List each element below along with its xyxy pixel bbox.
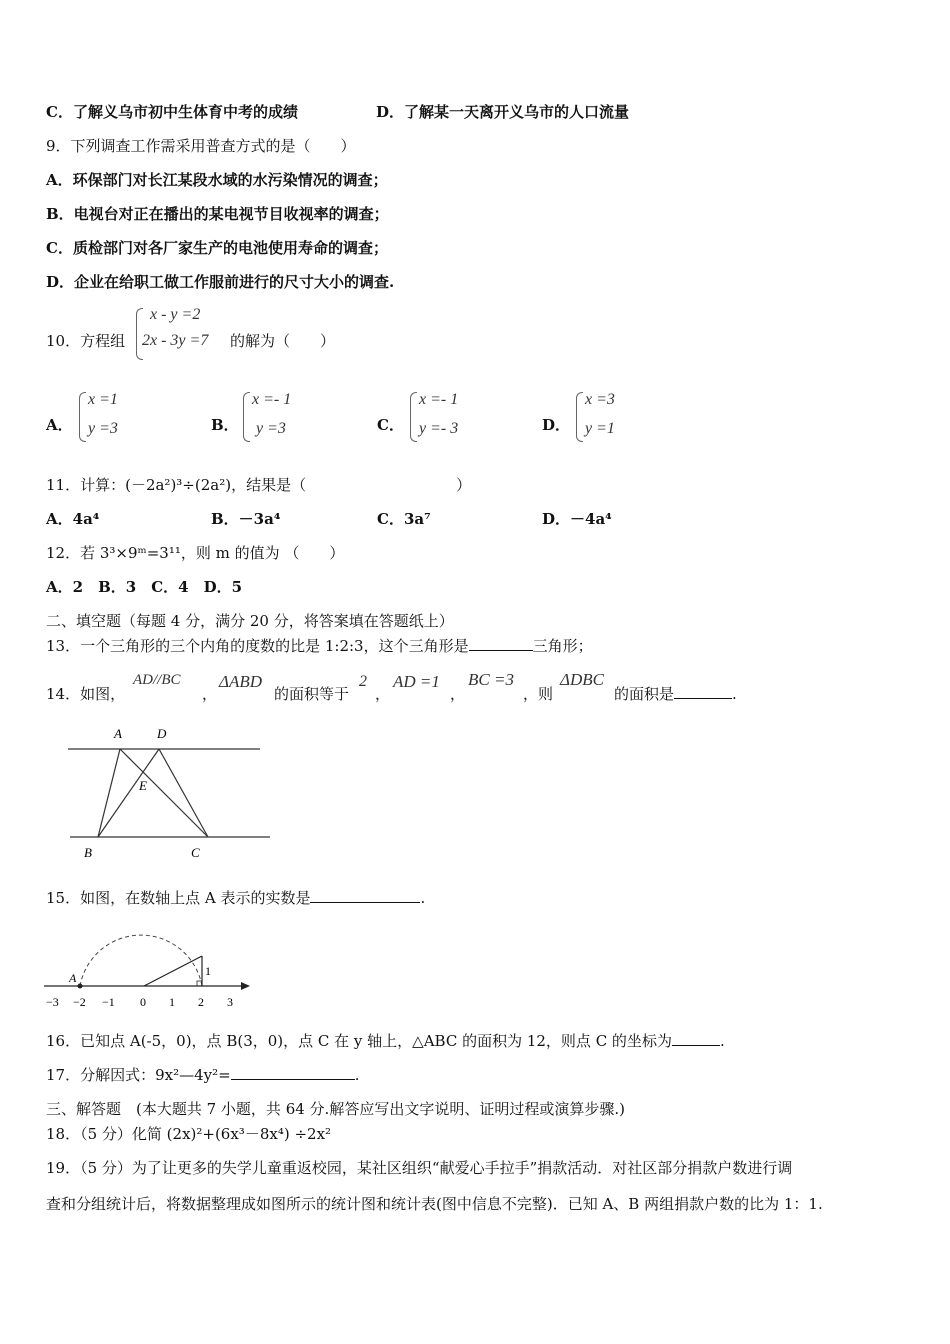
q10-option-b-x: x =- 1: [252, 391, 292, 408]
q19-line-1: 19．（5 分）为了让更多的失学儿童重返校园，某社区组织“献爱心手拉手”捐款活动．对社区部分捐款户数进行调: [46, 1159, 793, 1177]
q16-text: [46, 1031, 725, 1051]
q14-bc-length: BC =3: [468, 670, 514, 689]
q9-option-c: C．质检部门对各厂家生产的电池使用寿命的调查；: [46, 239, 388, 257]
q14-triangle-abd: ΔABD: [219, 672, 263, 691]
q10-option-c-brace: [410, 392, 417, 442]
q10-option-b-label: B．: [211, 416, 239, 434]
q9-option-b: B．电视台对正在播出的某电视节目收视率的调查；: [46, 205, 389, 223]
q19-line-2: 查和分组统计后，将数据整理成如图所示的统计图和统计表(图中信息不完整)．已知 A、B 两组捐款户数的比为 1：1.: [46, 1195, 823, 1213]
point-a: [78, 984, 83, 989]
q17-answer-blank: [231, 1065, 355, 1080]
q17-text: [46, 1065, 359, 1085]
tick-label-1: 1: [169, 995, 175, 1009]
q14-answer-blank: [674, 684, 732, 699]
tick-label-n2: −2: [73, 995, 86, 1009]
q15-end: .: [420, 889, 426, 907]
q15-number-line-figure: [40, 920, 255, 1010]
q10-option-d-y: y =1: [585, 420, 615, 437]
q14-question-text: 的面积是: [614, 685, 675, 703]
axis-arrow: [241, 982, 250, 990]
section-2-heading: 二、填空题（每题 4 分，满分 20 分，将答案填在答题纸上）: [46, 612, 454, 630]
q14-end: .: [732, 685, 737, 703]
segment-db: [98, 749, 159, 837]
q10-option-c-y: y =- 3: [419, 420, 459, 437]
q8-option-d: D．了解某一天离开义乌市的人口流量: [376, 103, 630, 121]
q14-sep-3: ，: [450, 685, 466, 703]
q12-stem: 12．若 3³×9ᵐ=3¹¹，则 m 的值为 （ ）: [46, 544, 345, 562]
q11-option-b: B．－3a⁴: [211, 510, 281, 528]
q10-option-b-y: y =3: [256, 420, 286, 437]
q16-stem: 16．已知点 A(-5，0)，点 B(3，0)，点 C 在 y 轴上，△ABC 的面积为 12，则点 C 的坐标为: [46, 1032, 672, 1050]
q10-option-a-y: y =3: [88, 420, 118, 437]
tick-label-2: 2: [198, 995, 204, 1009]
segment-dc: [159, 749, 208, 837]
q14-text-then: ，则: [523, 685, 554, 703]
tick-label-3: 3: [227, 995, 233, 1009]
q17-end: .: [354, 1066, 360, 1084]
q14-triangle-dbc: ΔDBC: [560, 670, 604, 689]
q14-question: [614, 684, 737, 704]
q13-end: 三角形；: [532, 637, 593, 655]
q10-option-d-brace: [576, 392, 583, 442]
q13-answer-blank: [469, 636, 533, 651]
compass-arc: [80, 935, 202, 986]
q14-sep-2: ，: [375, 685, 391, 703]
q15-text: [46, 888, 425, 908]
q8-option-c: C．了解义乌市初中生体育中考的成绩: [46, 103, 298, 121]
q13-text: [46, 636, 593, 656]
segment-ab: [98, 749, 120, 837]
q14-prefix: 14．如图，: [46, 685, 126, 703]
q11-option-a: A．4a⁴: [46, 510, 100, 528]
q9-option-d: D．企业在给职工做工作服前进行的尺寸大小的调查.: [46, 273, 395, 291]
q11-stem: 11．计算：(－2a²)³÷(2a²)，结果是（ ）: [46, 476, 472, 494]
q14-condition-parallel: AD//BC: [133, 672, 181, 688]
q11-option-c: C．3a⁷: [377, 510, 431, 528]
q10-option-a-brace: [79, 392, 86, 442]
q14-sep-1: ，: [202, 685, 218, 703]
tick-label-n1: −1: [102, 995, 115, 1009]
q10-suffix: 的解为（ ）: [230, 332, 336, 350]
q9-stem: 9．下列调查工作需采用普查方式的是（ ）: [46, 137, 356, 155]
height-label: 1: [205, 964, 211, 978]
tick-label-0: 0: [140, 995, 146, 1009]
q10-eq1: x - y =2: [150, 306, 201, 323]
q10-option-d-label: D．: [542, 416, 571, 434]
label-e: E: [139, 778, 147, 793]
label-a: A: [114, 726, 122, 741]
q18-text: 18．（5 分）化简 (2x)²+(6x³－8x⁴) ÷2x²: [46, 1125, 332, 1143]
label-b: B: [84, 845, 92, 860]
q15-stem: 15．如图，在数轴上点 A 表示的实数是: [46, 889, 311, 907]
q10-option-c-x: x =- 1: [419, 391, 459, 408]
q10-option-d-x: x =3: [585, 391, 615, 408]
label-d: D: [157, 726, 167, 741]
q10-prefix: 10．方程组: [46, 332, 126, 350]
q13-stem: 13．一个三角形的三个内角的度数的比是 1:2:3，这个三角形是: [46, 637, 469, 655]
q10-option-a-x: x =1: [88, 391, 118, 408]
q14-ad-length: AD =1: [393, 672, 440, 691]
q9-option-a: A．环保部门对长江某段水域的水污染情况的调查；: [46, 171, 388, 189]
segment-ac: [120, 749, 208, 837]
q14-figure: [60, 722, 275, 864]
q14-area-value: 2: [359, 673, 367, 690]
q10-option-c-label: C．: [377, 416, 404, 434]
q10-option-b-brace: [243, 392, 250, 442]
label-c: C: [191, 845, 200, 860]
q17-stem: 17．分解因式：9x²—4y²=: [46, 1066, 231, 1084]
section-3-heading: 三、解答题 (本大题共 7 小题，共 64 分.解答应写出文字说明、证明过程或演算步骤.): [46, 1100, 625, 1118]
tick-label-n3: −3: [46, 995, 59, 1009]
q14-text-area: 的面积等于: [274, 685, 350, 703]
q10-eq2: 2x - 3y =7: [142, 332, 209, 349]
q16-answer-blank: [672, 1031, 720, 1046]
hypotenuse: [144, 956, 202, 986]
q15-answer-blank: [310, 888, 420, 903]
q11-option-d: D．－4a⁴: [542, 510, 612, 528]
q12-options: A．2 B．3 C．4 D．5: [46, 578, 243, 596]
q16-end: .: [719, 1032, 725, 1050]
point-a-label: A: [69, 971, 77, 985]
q10-option-a-label: A．: [46, 416, 73, 434]
